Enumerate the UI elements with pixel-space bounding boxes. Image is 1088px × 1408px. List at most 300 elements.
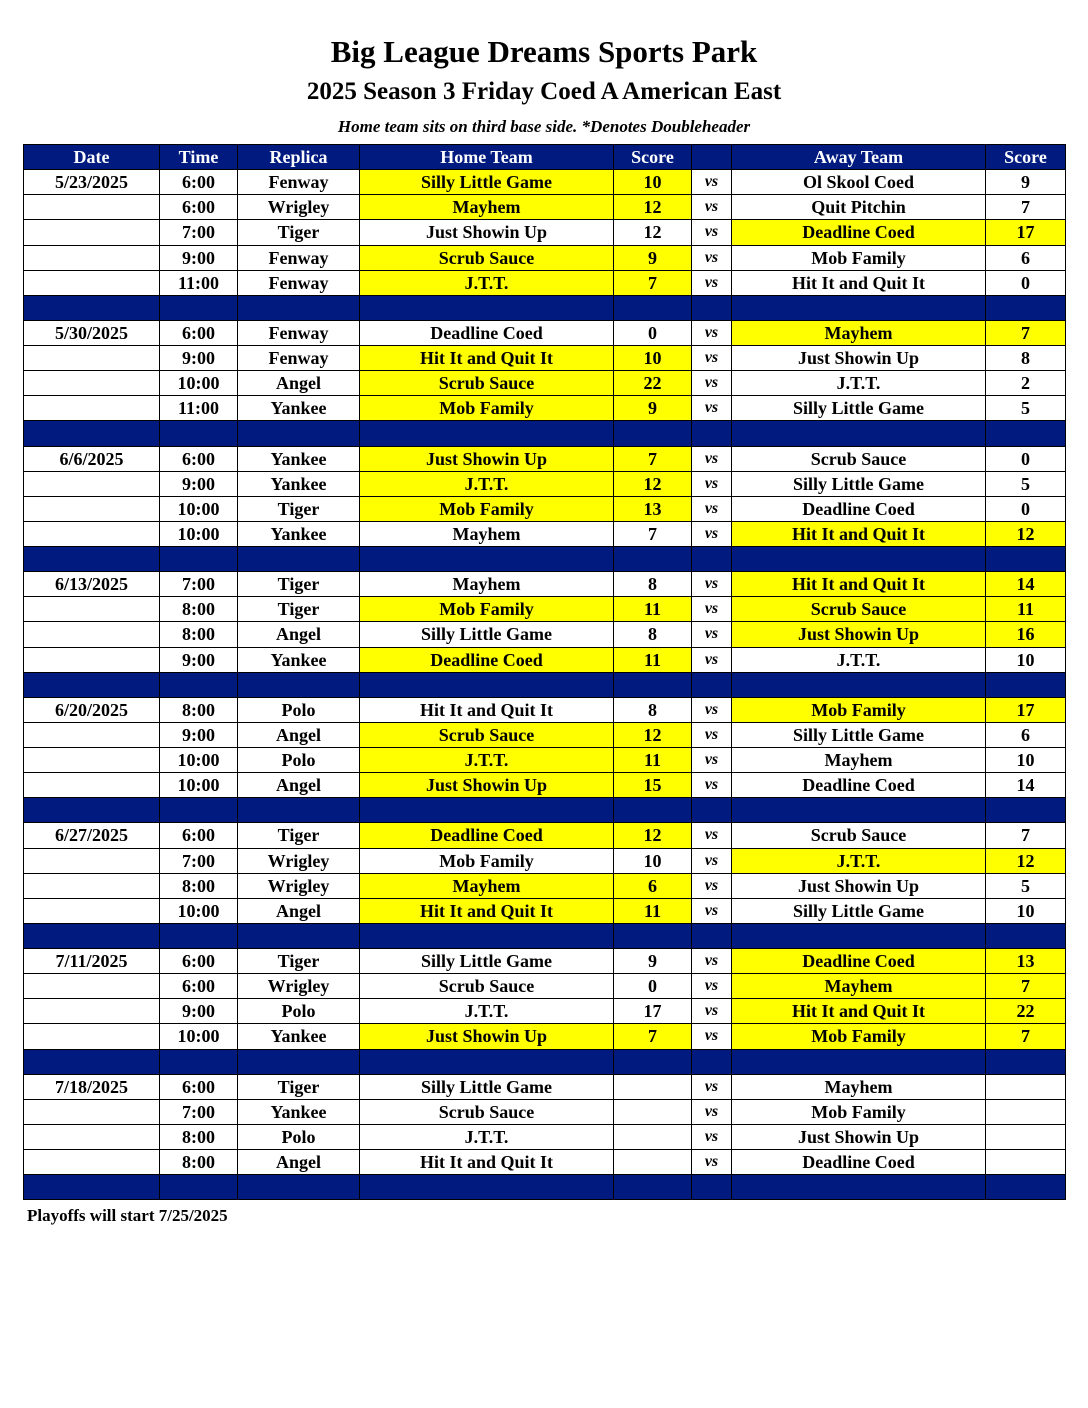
game-row	[24, 949, 1066, 974]
separator-cell	[732, 547, 986, 572]
away-team: Hit It and Quit It	[732, 572, 986, 597]
separator-cell	[160, 295, 238, 320]
game-date	[24, 270, 160, 295]
separator-cell	[160, 798, 238, 823]
away-score: 13	[986, 949, 1066, 974]
away-team: Mayhem	[732, 320, 986, 345]
game-date	[24, 346, 160, 371]
game-time: 7:00	[160, 848, 238, 873]
home-score: 7	[614, 270, 692, 295]
separator-cell	[238, 295, 360, 320]
home-team: Scrub Sauce	[360, 1099, 614, 1124]
game-time: 7:00	[160, 572, 238, 597]
page-title: Big League Dreams Sports Park	[330, 34, 758, 69]
game-row	[24, 873, 1066, 898]
game-row	[24, 496, 1066, 521]
away-score	[986, 1074, 1066, 1099]
away-team: Hit It and Quit It	[732, 270, 986, 295]
separator-cell	[238, 923, 360, 948]
vs-label: vs	[692, 446, 732, 471]
separator-cell	[160, 672, 238, 697]
separator-cell	[732, 798, 986, 823]
away-team: Deadline Coed	[732, 1150, 986, 1175]
game-time: 10:00	[160, 748, 238, 773]
home-team: Mayhem	[360, 195, 614, 220]
game-row	[24, 1099, 1066, 1124]
home-score: 8	[614, 622, 692, 647]
game-replica: Yankee	[238, 647, 360, 672]
game-date	[24, 396, 160, 421]
separator-cell	[360, 421, 614, 446]
game-row	[24, 471, 1066, 496]
schedule-body	[24, 170, 1066, 1200]
away-score: 0	[986, 446, 1066, 471]
game-row	[24, 346, 1066, 371]
game-time: 8:00	[160, 873, 238, 898]
home-score: 9	[614, 396, 692, 421]
home-team: Scrub Sauce	[360, 974, 614, 999]
away-team: J.T.T.	[732, 647, 986, 672]
separator-cell	[732, 1049, 986, 1074]
game-date	[24, 371, 160, 396]
away-team: J.T.T.	[732, 848, 986, 873]
game-date	[24, 722, 160, 747]
vs-label: vs	[692, 949, 732, 974]
vs-label: vs	[692, 346, 732, 371]
game-time: 6:00	[160, 195, 238, 220]
separator-cell	[692, 1049, 732, 1074]
week-separator	[24, 295, 1066, 320]
home-score: 10	[614, 170, 692, 195]
home-score: 7	[614, 446, 692, 471]
separator-cell	[238, 1049, 360, 1074]
game-date	[24, 521, 160, 546]
game-row	[24, 622, 1066, 647]
away-team: Mob Family	[732, 697, 986, 722]
away-team: Mayhem	[732, 1074, 986, 1099]
away-team: Mob Family	[732, 245, 986, 270]
game-date	[24, 848, 160, 873]
game-date: 5/30/2025	[24, 320, 160, 345]
away-team: Scrub Sauce	[732, 597, 986, 622]
home-team: Just Showin Up	[360, 220, 614, 245]
separator-cell	[614, 1049, 692, 1074]
vs-label: vs	[692, 1150, 732, 1175]
game-date	[24, 1150, 160, 1175]
separator-cell	[238, 547, 360, 572]
home-score: 13	[614, 496, 692, 521]
away-score: 10	[986, 748, 1066, 773]
away-team: Mayhem	[732, 974, 986, 999]
game-time: 6:00	[160, 320, 238, 345]
home-score	[614, 1099, 692, 1124]
week-separator	[24, 421, 1066, 446]
game-time: 8:00	[160, 1124, 238, 1149]
game-time: 10:00	[160, 496, 238, 521]
game-replica: Tiger	[238, 949, 360, 974]
away-score: 5	[986, 471, 1066, 496]
vs-label: vs	[692, 195, 732, 220]
away-team: Scrub Sauce	[732, 823, 986, 848]
separator-cell	[692, 672, 732, 697]
home-score: 6	[614, 873, 692, 898]
game-row	[24, 572, 1066, 597]
game-date	[24, 999, 160, 1024]
away-team: Mayhem	[732, 748, 986, 773]
game-row	[24, 999, 1066, 1024]
away-score: 7	[986, 195, 1066, 220]
away-score: 17	[986, 220, 1066, 245]
game-row	[24, 521, 1066, 546]
separator-cell	[24, 1175, 160, 1200]
away-score: 11	[986, 597, 1066, 622]
game-date	[24, 220, 160, 245]
game-time: 9:00	[160, 999, 238, 1024]
game-row	[24, 848, 1066, 873]
separator-cell	[614, 295, 692, 320]
separator-cell	[238, 798, 360, 823]
separator-cell	[986, 1175, 1066, 1200]
away-score: 2	[986, 371, 1066, 396]
separator-cell	[24, 295, 160, 320]
game-date: 6/6/2025	[24, 446, 160, 471]
away-team: Deadline Coed	[732, 220, 986, 245]
away-score: 5	[986, 396, 1066, 421]
vs-label: vs	[692, 722, 732, 747]
game-replica: Angel	[238, 773, 360, 798]
game-date	[24, 195, 160, 220]
away-score	[986, 1124, 1066, 1149]
schedule-table	[23, 144, 1066, 1200]
page-subtitle: 2025 Season 3 Friday Coed A American East	[306, 78, 782, 105]
game-replica: Fenway	[238, 245, 360, 270]
home-score	[614, 1150, 692, 1175]
game-replica: Tiger	[238, 572, 360, 597]
game-time: 8:00	[160, 597, 238, 622]
separator-cell	[238, 1175, 360, 1200]
home-team: Silly Little Game	[360, 949, 614, 974]
game-replica: Tiger	[238, 496, 360, 521]
game-replica: Fenway	[238, 346, 360, 371]
game-row	[24, 195, 1066, 220]
column-header-away-score: Score	[986, 145, 1066, 170]
separator-cell	[986, 672, 1066, 697]
vs-label: vs	[692, 396, 732, 421]
column-header-home-score: Score	[614, 145, 692, 170]
week-separator	[24, 798, 1066, 823]
home-score: 12	[614, 823, 692, 848]
game-time: 10:00	[160, 898, 238, 923]
game-row	[24, 597, 1066, 622]
home-team: Just Showin Up	[360, 773, 614, 798]
week-separator	[24, 672, 1066, 697]
away-score: 14	[986, 773, 1066, 798]
game-replica: Polo	[238, 748, 360, 773]
vs-label: vs	[692, 521, 732, 546]
separator-cell	[732, 295, 986, 320]
vs-label: vs	[692, 1099, 732, 1124]
away-team: Silly Little Game	[732, 898, 986, 923]
game-time: 8:00	[160, 622, 238, 647]
separator-cell	[692, 547, 732, 572]
away-score: 10	[986, 647, 1066, 672]
game-date	[24, 873, 160, 898]
home-team: Hit It and Quit It	[360, 1150, 614, 1175]
home-team: J.T.T.	[360, 270, 614, 295]
game-date	[24, 245, 160, 270]
game-date	[24, 471, 160, 496]
game-replica: Fenway	[238, 320, 360, 345]
game-date: 5/23/2025	[24, 170, 160, 195]
home-team: Silly Little Game	[360, 170, 614, 195]
away-team: Mob Family	[732, 1024, 986, 1049]
away-score: 8	[986, 346, 1066, 371]
separator-cell	[160, 1175, 238, 1200]
separator-cell	[160, 547, 238, 572]
game-replica: Angel	[238, 622, 360, 647]
game-replica: Fenway	[238, 170, 360, 195]
game-date	[24, 622, 160, 647]
game-replica: Polo	[238, 999, 360, 1024]
game-replica: Tiger	[238, 220, 360, 245]
home-team: Deadline Coed	[360, 647, 614, 672]
vs-label: vs	[692, 773, 732, 798]
home-score: 9	[614, 245, 692, 270]
game-time: 10:00	[160, 521, 238, 546]
game-time: 9:00	[160, 722, 238, 747]
home-team: Just Showin Up	[360, 446, 614, 471]
playoffs-note: Playoffs will start 7/25/2025	[27, 1206, 228, 1225]
game-time: 7:00	[160, 1099, 238, 1124]
game-row	[24, 320, 1066, 345]
separator-cell	[360, 547, 614, 572]
game-time: 11:00	[160, 396, 238, 421]
separator-cell	[238, 672, 360, 697]
away-team: Just Showin Up	[732, 622, 986, 647]
column-header-vs	[692, 145, 732, 170]
separator-cell	[24, 672, 160, 697]
game-replica: Angel	[238, 371, 360, 396]
game-row	[24, 1024, 1066, 1049]
game-row	[24, 245, 1066, 270]
away-team: Silly Little Game	[732, 396, 986, 421]
game-date: 7/11/2025	[24, 949, 160, 974]
game-replica: Yankee	[238, 471, 360, 496]
game-time: 6:00	[160, 974, 238, 999]
home-team: Mob Family	[360, 396, 614, 421]
away-team: Deadline Coed	[732, 949, 986, 974]
away-score: 0	[986, 496, 1066, 521]
game-row	[24, 396, 1066, 421]
home-score: 7	[614, 521, 692, 546]
away-team: Just Showin Up	[732, 346, 986, 371]
home-score: 9	[614, 949, 692, 974]
game-replica: Wrigley	[238, 974, 360, 999]
game-replica: Angel	[238, 1150, 360, 1175]
away-team: Silly Little Game	[732, 722, 986, 747]
separator-cell	[614, 421, 692, 446]
separator-cell	[732, 672, 986, 697]
game-time: 10:00	[160, 1024, 238, 1049]
home-team: Mob Family	[360, 496, 614, 521]
game-date: 6/27/2025	[24, 823, 160, 848]
separator-cell	[732, 421, 986, 446]
vs-label: vs	[692, 597, 732, 622]
home-team: Just Showin Up	[360, 1024, 614, 1049]
vs-label: vs	[692, 320, 732, 345]
separator-cell	[692, 798, 732, 823]
game-time: 6:00	[160, 823, 238, 848]
separator-cell	[24, 923, 160, 948]
home-score: 12	[614, 220, 692, 245]
vs-label: vs	[692, 647, 732, 672]
game-replica: Polo	[238, 1124, 360, 1149]
separator-cell	[24, 798, 160, 823]
vs-label: vs	[692, 245, 732, 270]
game-time: 11:00	[160, 270, 238, 295]
home-score	[614, 1074, 692, 1099]
game-time: 9:00	[160, 245, 238, 270]
separator-cell	[360, 1175, 614, 1200]
separator-cell	[692, 421, 732, 446]
home-score: 11	[614, 647, 692, 672]
separator-cell	[160, 1049, 238, 1074]
home-team: J.T.T.	[360, 748, 614, 773]
separator-cell	[986, 295, 1066, 320]
away-team: Ol Skool Coed	[732, 170, 986, 195]
game-time: 6:00	[160, 446, 238, 471]
column-header-time: Time	[160, 145, 238, 170]
separator-cell	[986, 1049, 1066, 1074]
vs-label: vs	[692, 898, 732, 923]
game-row	[24, 220, 1066, 245]
separator-cell	[24, 547, 160, 572]
game-time: 10:00	[160, 371, 238, 396]
separator-cell	[614, 798, 692, 823]
away-team: Silly Little Game	[732, 471, 986, 496]
separator-cell	[692, 923, 732, 948]
game-date	[24, 748, 160, 773]
separator-cell	[360, 672, 614, 697]
away-team: Scrub Sauce	[732, 446, 986, 471]
game-date	[24, 1124, 160, 1149]
vs-label: vs	[692, 496, 732, 521]
home-score: 0	[614, 974, 692, 999]
separator-cell	[360, 798, 614, 823]
column-header-date: Date	[24, 145, 160, 170]
away-score	[986, 1150, 1066, 1175]
game-row	[24, 371, 1066, 396]
separator-cell	[986, 798, 1066, 823]
vs-label: vs	[692, 572, 732, 597]
game-replica: Yankee	[238, 521, 360, 546]
game-row	[24, 647, 1066, 672]
vs-label: vs	[692, 697, 732, 722]
game-time: 6:00	[160, 1074, 238, 1099]
separator-cell	[986, 923, 1066, 948]
game-row	[24, 823, 1066, 848]
game-date	[24, 898, 160, 923]
separator-cell	[732, 1175, 986, 1200]
vs-label: vs	[692, 220, 732, 245]
vs-label: vs	[692, 1074, 732, 1099]
away-team: Quit Pitchin	[732, 195, 986, 220]
game-time: 9:00	[160, 647, 238, 672]
game-replica: Angel	[238, 898, 360, 923]
away-score: 10	[986, 898, 1066, 923]
game-date	[24, 974, 160, 999]
away-team: Just Showin Up	[732, 1124, 986, 1149]
game-replica: Tiger	[238, 1074, 360, 1099]
separator-cell	[238, 421, 360, 446]
away-score: 12	[986, 848, 1066, 873]
game-replica: Polo	[238, 697, 360, 722]
away-score: 0	[986, 270, 1066, 295]
game-date: 6/20/2025	[24, 697, 160, 722]
home-score: 11	[614, 597, 692, 622]
away-score	[986, 1099, 1066, 1124]
game-row	[24, 974, 1066, 999]
game-replica: Yankee	[238, 446, 360, 471]
vs-label: vs	[692, 471, 732, 496]
home-team: Scrub Sauce	[360, 371, 614, 396]
game-date	[24, 496, 160, 521]
game-date	[24, 1099, 160, 1124]
game-replica: Tiger	[238, 823, 360, 848]
away-team: Hit It and Quit It	[732, 999, 986, 1024]
game-replica: Tiger	[238, 597, 360, 622]
home-score: 8	[614, 572, 692, 597]
away-team: Just Showin Up	[732, 873, 986, 898]
vs-label: vs	[692, 1024, 732, 1049]
away-score: 16	[986, 622, 1066, 647]
game-time: 10:00	[160, 773, 238, 798]
game-date	[24, 647, 160, 672]
home-score: 10	[614, 346, 692, 371]
home-team: Deadline Coed	[360, 320, 614, 345]
game-time: 9:00	[160, 346, 238, 371]
game-date: 6/13/2025	[24, 572, 160, 597]
game-row	[24, 1074, 1066, 1099]
home-score: 15	[614, 773, 692, 798]
game-row	[24, 170, 1066, 195]
game-replica: Angel	[238, 722, 360, 747]
game-replica: Yankee	[238, 1099, 360, 1124]
away-team: J.T.T.	[732, 371, 986, 396]
vs-label: vs	[692, 999, 732, 1024]
game-replica: Yankee	[238, 396, 360, 421]
game-row	[24, 1150, 1066, 1175]
game-replica: Wrigley	[238, 195, 360, 220]
vs-label: vs	[692, 622, 732, 647]
home-score: 7	[614, 1024, 692, 1049]
separator-cell	[692, 1175, 732, 1200]
home-score: 8	[614, 697, 692, 722]
away-score: 9	[986, 170, 1066, 195]
game-date	[24, 1024, 160, 1049]
home-score: 0	[614, 320, 692, 345]
home-score: 17	[614, 999, 692, 1024]
home-score: 12	[614, 722, 692, 747]
separator-cell	[360, 923, 614, 948]
home-score: 12	[614, 195, 692, 220]
home-team: Mob Family	[360, 597, 614, 622]
game-replica: Yankee	[238, 1024, 360, 1049]
game-replica: Fenway	[238, 270, 360, 295]
away-score: 7	[986, 823, 1066, 848]
separator-cell	[986, 547, 1066, 572]
separator-cell	[692, 295, 732, 320]
